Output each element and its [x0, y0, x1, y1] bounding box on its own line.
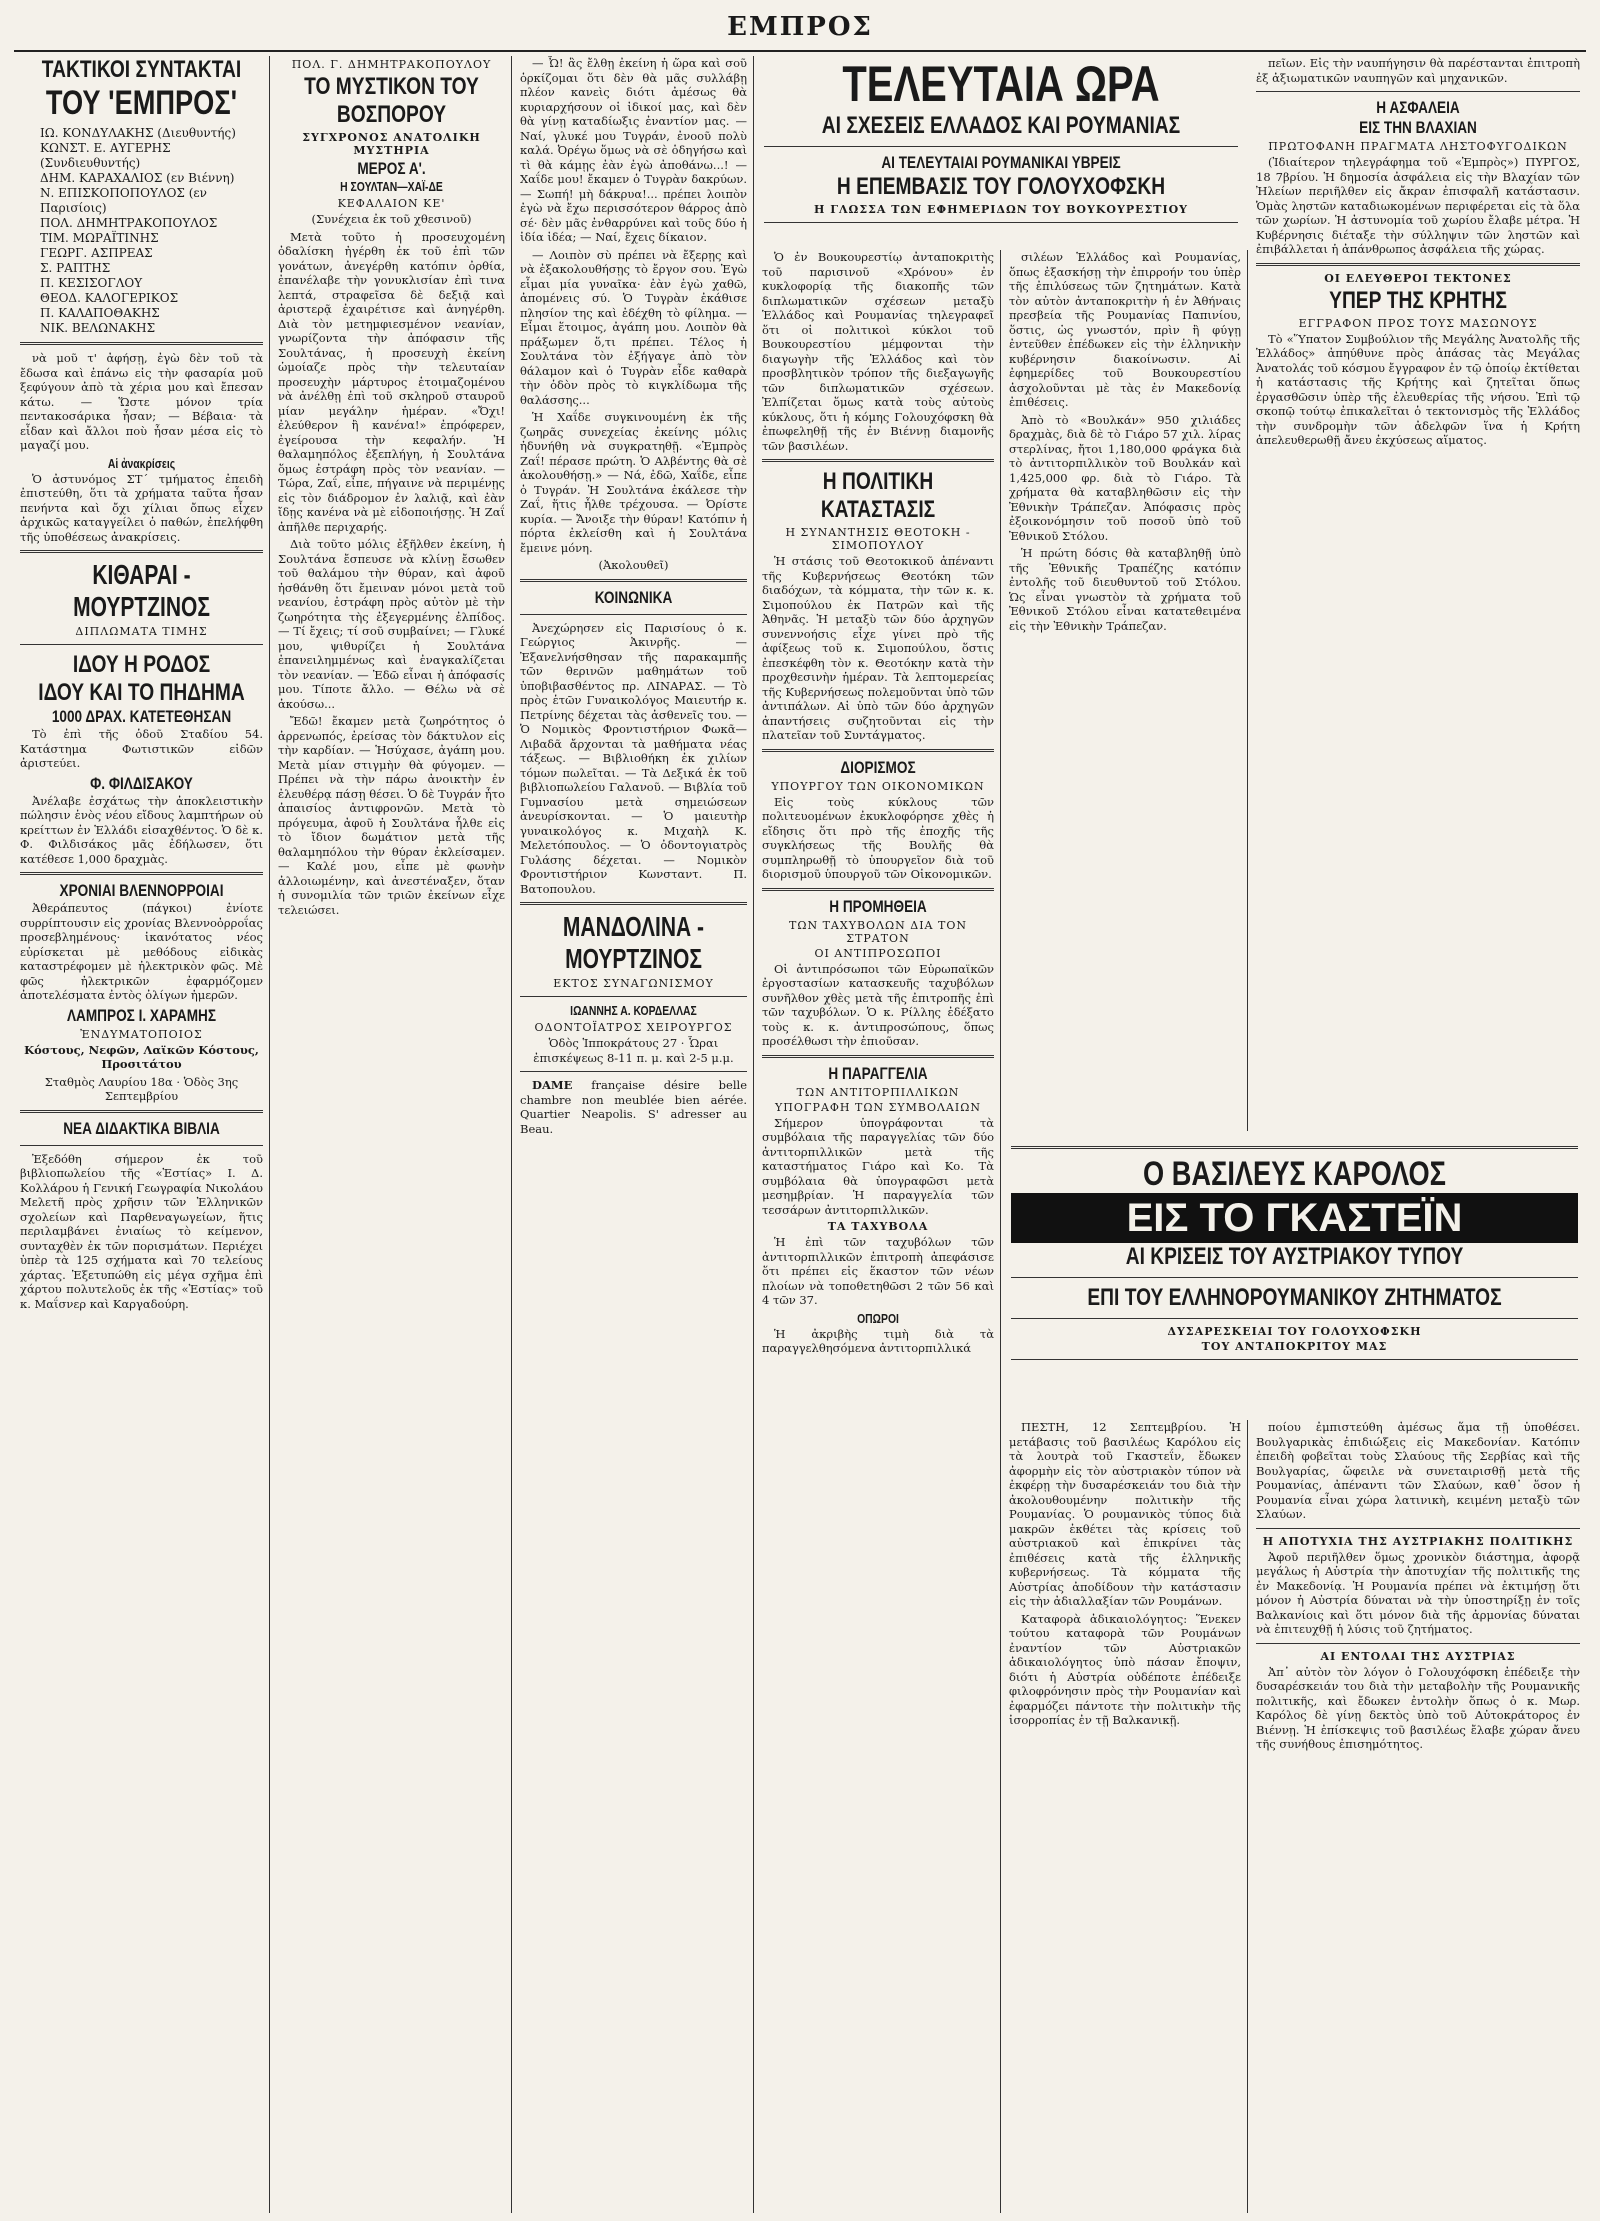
divider — [1011, 1318, 1578, 1319]
divider — [1256, 1528, 1580, 1529]
divider — [520, 614, 747, 615]
lead-deck-1: ΑΙ ΤΕΛΕΥΤΑΙΑΙ ΡΟΥΜΑΝΙΚΑΙ ΥΒΡΕΙΣ — [881, 153, 1121, 172]
dame-text: française désire belle chambre non meublée bien aérée. Quartier Neapolis. S' adresser au Beau. — [520, 1078, 747, 1136]
rhodes-ad-line1: ΙΔΟΥ Η ΡΟΔΟΣ — [72, 651, 211, 678]
article-text: Ὁ ἐν Βουκουρεστίῳ ἀνταποκριτὴς τοῦ παρισινοῦ «Χρόνου» ἐν κυκλοφορίᾳ τῆς διακοπῆς τῶν διπλωματικῶν σχέσεων μεταξὺ Ἑλλάδος καὶ Ρουμανίας τηλεγραφεῖ ὅτι οἱ πολιτικοὶ κύκλοι τοῦ Βουκουρεστίου μέμφονται τὴν διαγωγὴν τῆς Ἑλλάδος καὶ τὸν προσβλητικὸν τρόπον τῆς διεξαγωγῆς τῶν διπλωματικῶν σχέσεων. Ἐλπίζεται ὅμως κατὰ τοὺς αὐτοὺς κύκλους, ὅτι ἡ κόμης Γολουχόφσκη θὰ ἐπωφεληθῇ τῆς ἐν Βιέννῃ διαμονῆς τῶν βασιλέων. — [762, 250, 994, 453]
appointment-sub: ΥΠΟΥΡΓΟΥ ΤΩΝ ΟΙΚΟΝΟΜΙΚΩΝ — [771, 779, 985, 793]
article-text: Ἀπὸ τὸ «Βουλκάν» 950 χιλιάδες δραχμὰς, διὰ δὲ τὸ Γιάρο 57 χιλ. λίρας στερλίνας, ἤτοι 1,180,000 φράγκα διὰ τὸ ἀντιτορπιλλικὸν τοῦ Βουλκάν καὶ 1,425,000 φρ. διὰ τὸ Γιάρο. Τὰ χρήματα θὰ καταβληθῶσιν εἰς τὴν Ἐθνικὴν Τράπεζαν. Ἀπόφασις πρὸς ἐξοικονόμησιν τοῦ ποσοῦ ὑπὸ τοῦ Ἐθνικοῦ Στόλου. — [1009, 412, 1241, 543]
ad-address: Σταθμὸς Λαυρίου 18α · Ὁδὸς 3ης Σεπτεμβρίου — [44, 1074, 239, 1103]
security-sub: ΕΙΣ ΤΗΝ ΒΛΑΧΙΑΝ — [1359, 118, 1477, 137]
karolos-sub-3: ΔΥΣΑΡΕΣΚΕΙΑΙ ΤΟΥ ΓΟΛΟΥΧΟΦΣΚΗ — [1167, 1325, 1422, 1338]
guitar-ad-title: ΚΙΘΑΡΑΙ - ΜΟΥΡΤΖΙΝΟΣ — [73, 559, 210, 622]
article-text: Εἰς τοὺς κύκλους τῶν πολιτευομένων ἐκυκλοφόρησε χθὲς ἡ εἴδησις ὅτι πρὸ τῆς ἐποχῆς τῆς συγκλήσεως τῆς Βουλῆς θὰ συμπληρωθῇ τὸ ὑπουργεῖον διὰ τοῦ διορισμοῦ ὑπουργοῦ τῶν Οἰκονομικῶν. — [762, 794, 994, 881]
order-title: Η ΠΑΡΑΓΓΕΛΙΑ — [828, 1063, 928, 1083]
staff-name: Ν. ΕΠΙΣΚΟΠΟΠΟΥΛΟΣ (εν Παρισίοις) — [40, 186, 207, 215]
ad-name: Φ. ΦΙΛΔΙΣΑΚΟΥ — [90, 773, 193, 793]
guitar-ad-sub: ΔΙΠΛΩΜΑΤΑ ΤΙΜΗΣ — [75, 625, 208, 638]
staff-name: Σ. ΡΑΠΤΗΣ — [40, 261, 111, 275]
column-6-lower — [1250, 1420, 1586, 2213]
masons-title-2: ΥΠΕΡ ΤΗΣ ΚΡΗΤΗΣ — [1329, 286, 1507, 314]
rhodes-ad-line2: ΙΔΟΥ ΚΑΙ ΤΟ ΠΗΔΗΜΑ — [38, 679, 245, 706]
divider — [20, 550, 263, 553]
masons-title-1: ΟΙ ΕΛΕΥΘΕΡΟΙ ΤΕΚΤΟΝΕΣ — [1324, 271, 1512, 285]
article-text: ΠΕΣΤΗ, 12 Σεπτεμβρίου. Ἡ μετάβασις τοῦ βασιλέως Καρόλου εἰς τὰ λουτρὰ τοῦ Γκαστεΐν, ἔδωκεν ἀφορμὴν εἰς τὸν αὐστριακὸν τύπον νὰ ἐκφέρῃ τὴν δυσαρέσκειάν του διὰ τὴν ἀκολουθουμένην πολιτικὴν τῆς Ρουμανίας. Ὁ ρουμανικὸς τύπος διὰ μακρῶν ἐκθέτει τὰς κρίσεις τοῦ αὐστριακοῦ καὶ ἐπικρίνει τὰς ἐπιθέσεις κατὰ τῆς ἑλληνικῆς κυβερνήσεως. Τὰ κόμματα τῆς Αὐστρίας ἀποδίδουν τὴν κατάστασιν εἰς τὴν ἀδιαλλαξίαν τῶν Ρουμάνων. — [1009, 1420, 1241, 1608]
divider — [20, 1145, 263, 1146]
ad-sub: ἘΝΔΥΜΑΤΟΠΟΙΟΣ — [80, 1027, 203, 1041]
article-text: ποίου ἐμπιστεύθη ἀμέσως ἅμα τῇ ὑποθέσει. Βουλγαρικὰς ἐπιδιώξεις εἰς Μακεδονίαν. Κατόπιν ἐπειδὴ φοβεῖται τοὺς Σλαύους τῆς Σερβίας καὶ τῆς Βουλγαρίας, ὥφειλε νὰ συνεταιρισθῇ μετὰ τῆς Ρουμανίας, ἀπέναντι τῶν Σλαύων, καθ᾽ ὅσον ἡ Ρουμανία εἶναι χώρα λατινικὴ, κειμένη μεταξὺ τῶν Σλαύων. — [1256, 1420, 1580, 1521]
dame-ad — [520, 1078, 747, 1136]
article-text: Καταφορὰ ἀδικαιολόγητος: Ἕνεκεν τούτου καταφορὰ τῶν Ρουμάνων ἐναντίον τῶν Αὐστριακῶν ἀδικαιολόγητος ὑπὸ πάσαν ἔποψιν, διότι ἡ Αὐστρία οὐδέποτε ἐπέδειξε φιλοφρόνησιν πρὸς τὴν Ρουμανίαν καὶ ἐφαρμόζει πάντοτε τὴν πολιτικὴν τῆς ἰσορροπίας ἐν τῇ Βαλκανικῇ. — [1009, 1611, 1241, 1727]
lead-title: ΤΕΛΕΥΤΑΙΑ ΩΡΑ — [842, 56, 1160, 112]
article-text: Ἡ στάσις τοῦ Θεοτοκικοῦ ἀπέναντι τῆς Κυβερνήσεως Θεοτόκη τῶν διαδόχων, τὰ κόμματα, τὴν τῶν κ. κ. Σιμοπούλου ἐκ Πατρῶν καὶ τῆς Ἀθηνᾶς. Ἡ μεταξὺ τῶν δύο ἀρχηγῶν συνεννοήσις εἶχε γίνει πρὸ τῆς ἀφίξεως τοῦ κ. Σιμοπούλου, ὅστις ἐπεσκέφθη τὸν κ. Θεοτόκην κατὰ τὴν προχθεσινὴν ἡμέραν. Τὰ λεπτομερείας τῆς Κυβερνήσεως πολεμοῦνται ὑπὸ τῶν ἀντιπάλων. Αἱ ὑπὸ τῶν δύο ἀρχηγῶν ἀπαντήσεις συζητοῦνται εἰς τὴν πλατεῖαν τοῦ Συντάγματος. — [762, 554, 994, 742]
article-text: — Λοιπὸν σὺ πρέπει νὰ ἔξερῃς καὶ νὰ ἐξακολουθήσῃς τὸ ἔργον σου. Ἐγὼ εἶμαι μία γυναῖκα· ἐὰν ἐγὼ χαθῶ, ἀπομένεις σύ. Ὁ Τυγρὰν ἐκάθισε πλησίον της καὶ ἐδέχθη τὸ φίλημα. — Εἶμαι ἕτοιμος, ἀγάπη μου. Λοιπὸν θὰ πράξωμεν ὅ,τι πρέπει. Τέλος ἡ Σουλτάνα τὸν ἐξήγαγε ἀπὸ τὸν θάλαμον καὶ ὁ Τυγρὰν εἶδε καθαρὰ τὴν ὁδὸν πρὸς τὸ κιγκλίδωμα τῆς θαλάσσης... — [520, 247, 747, 407]
article-text: Μετὰ τοῦτο ἡ προσευχομένη ὀδαλίσκη ἠγέρθη ἐκ τοῦ ἐπὶ τῶν γονάτων, ἀνεγέρθη κατόπιν ὀρθία, ἐπανέλαβε τὴν γονυκλισίαν ἐπὶ τινα λεπτά, στραφεῖσα δὲ δεξιᾷ καὶ ἀριστερᾷ ἐχαιρέτισε καὶ ἀνηγέρθη. Διὰ τὸν μετημφιεσμένον νεανίαν, γνωρίζοντα τὴν ἀπόφασιν τῆς Σουλτάνας, ἡ προσευχὴ ἐκείνη ὡμοίαζε πρὸς τὴν τελευταίαν προσευχὴν μάρτυρος ἑτοιμαζομένου νὰ ἀνέλθῃ ἐπὶ τοῦ σκληροῦ σταυροῦ μίαν μεγάλην ἡμέραν. «Ὄχι! ἐλεύθερον ἢ κανένα!» ἐπρόφερεν, ἐγείρουσα τὴν κεφαλήν. Ἡ θαλαμηπόλος ἐξεπλήγη, ἡ Σουλτάνα ὅμως ἐστράφη πρὸς τὸν νεανίαν. — Τώρα, Ζαΐ, εἶπε, πήγαινε νὰ περιμένῃς εἰς τὸν διάδρομον ἐν λαλιᾷ, καὶ ἐὰν ἴδῃς κανένα νὰ μὲ εἰδοποιήσῃς. Ἡ Ζαΐ ἀπῆλθε περιχαρής. — [278, 229, 505, 534]
lead-subtitle: ΑΙ ΣΧΕΣΕΙΣ ΕΛΛΑΔΟΣ ΚΑΙ ΡΟΥΜΑΝΙΑΣ — [821, 112, 1181, 139]
divider — [20, 1110, 263, 1113]
supply-title: Η ΠΡΟΜΗΘΕΙΑ — [829, 896, 927, 916]
divider — [1011, 1146, 1578, 1149]
ad-title: ΛΑΜΠΡΟΣ Ι. ΧΑΡΑΜΗΣ — [66, 1005, 217, 1025]
column-4 — [756, 250, 1001, 2213]
divider — [764, 222, 1238, 223]
divider — [762, 1055, 994, 1058]
subheading: Αἱ ἀνακρίσεις — [107, 455, 176, 471]
staff-title-2: ΤΟΥ 'ΕΜΠΡΟΣ' — [45, 84, 238, 122]
security-sub-2: ΠΡΩΤΟΦΑΝΗ ΠΡΑΓΜΑΤΑ ΛΗΣΤΟΦΥΓΟΔΙΚΩΝ — [1268, 140, 1568, 153]
supply-sub: ΤΩΝ ΤΑΧΥΒΟΛΩΝ ΔΙΑ ΤΟΝ ΣΤΡΑΤΟΝ — [789, 918, 967, 945]
divider — [762, 888, 994, 891]
article-text: Διὰ τοῦτο μόλις ἐξῆλθεν ἐκείνη, ἡ Σουλτάνα ἔσπευσε νὰ κλίνῃ ἔσωθεν τοῦ θαλάμου τὴν θύραν, καὶ ἀφοῦ ἠσθάνθη ὅτι ἔμειναν μόνοι μετὰ τοῦ νεανίου, ἐστράφη πρὸς αὐτὸν μὲ τὴν ζωηρότητα τὴς ἐξεγερμένης ἐλπίδος. — Τί ἔχεις; τί σοῦ συμβαίνει; — Γλυκέ μου, ψιθυρίζει ἡ Σουλτάνα ἐπανειλημμένως καὶ ἐναγκαλίζεται τὸν νεανίαν. — Ἐδῶ εἶναι ἡ ἀπόφασίς μου. Τίποτε ἄλλο. — Θέλω νὰ σὲ ἀκούσω... — [278, 537, 505, 711]
divider — [520, 1071, 747, 1072]
serial-continuation: (Συνέχεια ἐκ τοῦ χθεσινοῦ) — [311, 212, 472, 226]
staff-name: ΔΗΜ. ΚΑΡΑΧΑΛΙΟΣ (εν Βιέννη) — [40, 171, 235, 185]
article-text: Τὸ «Ὕπατον Συμβούλιον τῆς Μεγάλης Ἀνατολῆς τῆς Ἑλλάδος» ἀπηύθυνε πρὸς ἁπάσας τὰς Μεγάλας Ἀνατολάς τοῦ κόσμου ἔγγραφον ἐν τῷ ὁποίῳ ἐκτίθεται ἡ κατάστασις τῆς Κρήτης καὶ ζητεῖται ὅπως ἐργασθῶσιν ὑπὲρ τῆς ἐλευθερίας τῆς νήσου. Ἐπὶ τῷ σκοπῷ τούτῳ ἐπικαλεῖται ὁ τεκτονισμὸς τῆς Ἑλλάδος τὴν συνδρομὴν τῶν ἀδελφῶν ἵνα ἡ Κρήτη ἀπελευθερωθῇ ἄνευ ἐκχύσεως αἵματος. — [1256, 331, 1580, 447]
article-text: Ἔδῶ! ἔκαμεν μετὰ ζωηρότητος ὁ ἀρρενωπός, ἐρείσας τὸν δάκτυλον εἰς τὴν καρδίαν. — Ἡσύχασε, ἀγάπη μου. Μετὰ μίαν στιγμὴν θὰ φύγομεν. — Πρέπει νὰ τὴν πάρω ἀνοικτὴν ἐν ἐλευθέρᾳ πάσῃ θέσει. Ὁ δὲ Τυγράν ἦτο ἀπαισίος ἀντιφρονῶν. Μετὰ τὸ πρόγευμα, ἀφοῦ ἡ Σουλτάνα ἦλθε εἰς τὸ ἴδιον δωμάτιον μετὰ τῆς θαλαμηπόλου τὴν θύραν ἐκλείσαμεν. — Καλέ μου, εἶπε μὲ φωνὴν ἀλλοιωμένην, καὶ ἀνεστέναξεν, ὅταν ἡ συνομιλία τῶν τριῶν ἐκείνων εἶχε τελειώσει. — [278, 714, 505, 917]
divider — [1011, 1359, 1578, 1360]
staff-name: Π. ΚΑΛΑΠΟΘΑΚΗΣ — [40, 306, 160, 320]
ad-title: ΧΡΟΝΙΑΙ ΒΛΕΝΝΟΡΡΟΙΑΙ — [59, 881, 224, 900]
divider — [1011, 1277, 1578, 1278]
karolos-sub-4: ΤΟΥ ΑΝΤΑΠΟΚΡΙΤΟΥ ΜΑΣ — [1201, 1340, 1388, 1353]
article-text: Οἱ ἀντιπρόσωποι τῶν Εὐρωπαϊκῶν ἐργοστασίων κατασκευῆς ταχυβόλων συνῆλθον χθὲς μετὰ τῆς ἐπιτροπῆς ἐπὶ τῶν ταχυβόλων. Ὁ κ. Ρίλλης ἐδέξατο τοὺς κ. κ. ἀντιπροσώπους, ὅπως προσέλθωσι τὴν ἐπιοῦσαν. — [762, 961, 994, 1048]
masons-sub: ΕΓΓΡΑΦΟΝ ΠΡΟΣ ΤΟΥΣ ΜΑΣΩΝΟΥΣ — [1298, 316, 1538, 330]
divider — [764, 146, 1238, 147]
article-text: Ἡ ἀκριβὴς τιμὴ διὰ τὰ παραγγελθησόμενα ἀντιτορπιλλικά — [762, 1326, 994, 1355]
dentist-name: ΙΩΑΝΝΗΣ Α. ΚΟΡΔΕΛΛΑΣ — [570, 1003, 697, 1018]
divider — [20, 644, 263, 645]
article-text: Ἀπ᾽ αὐτὸν τὸν λόγον ὁ Γολουχόφσκη ἐπέδειξε τὴν δυσαρέσκειάν του διὰ τὴν μεταβολὴν τῆς Ρουμανικῆς πολιτικῆς, καὶ ἔδωκεν ἐντολὴν ὅπως ὁ κ. Μωρ. Καρόλος δὲ γίνῃ δεκτὸς ὑπὸ τοῦ Αὐτοκράτορος ἐν Βιέννῃ. Ἡ ἐπίσκεψις τοῦ βασιλέως ἔλαβε χώραν ἄνευ τῆς συνήθους ἐπισημότητος. — [1256, 1664, 1580, 1751]
staff-name: Π. ΚΕΣΙΣΟΓΛΟΥ — [40, 276, 143, 290]
article-text: Ἡ πρώτη δόσις θὰ καταβληθῇ ὑπὸ τῆς Ἐθνικῆς Τραπέζης κατόπιν ἐντολῆς τοῦ διευθυντοῦ τοῦ Στόλου. Ὡς εἶναι γνωστὸν τὰ χρήματα τοῦ Ἐθνικοῦ Στόλου εἶναι κατατεθειμένα εἰς τὴν Ἐθνικὴν Τράπεζαν. — [1009, 546, 1241, 633]
column-5 — [1003, 250, 1248, 1131]
serial-title: ΤΟ ΜΥΣΤΙΚΟΝ ΤΟΥ ΒΟΣΠΟΡΟΥ — [304, 73, 479, 128]
books-title: ΝΕΑ ΔΙΔΑΚΤΙΚΑ ΒΙΒΛΙΑ — [63, 1118, 220, 1138]
article-text: σιλέων Ἑλλάδος καὶ Ρουμανίας, ὅπως ἐξασκήσῃ τὴν ἐπιρροήν του ὑπὲρ τῆς ἐπιλύσεως τῶν ζητημάτων. Κατὰ τὸν αὐτὸν ἀνταποκριτὴν ἡ ἐν Ἀθήναις πρεσβεία τῆς Ρουμανίας Παπινίου, ὅστις, ὡς γνωστόν, πρὶν ἢ φύγῃ ἐντεῦθεν ἐπέδωκεν εἰς τὴν ἑλληνικὴν κυβέρνησιν διακοίνωσιν. Αἱ ἐφημερίδες τοῦ Βουκουρεστίου ἀσχολοῦνται μὲ τὰς ἐν Μακεδονίᾳ ἐπιθέσεις. — [1009, 250, 1241, 409]
divider — [1256, 263, 1580, 266]
lead-headline — [756, 56, 1246, 229]
dentist-sub: ΟΔΟΝΤΟΪΑΤΡΟΣ ΧΕΙΡΟΥΡΓΟΣ — [534, 1021, 733, 1034]
divider — [762, 459, 994, 462]
serial-subtitle: ΣΥΓΧΡΟΝΟΣ ΑΝΑΤΟΛΙΚΗ ΜΥΣΤΗΡΙΑ — [302, 131, 481, 157]
karolos-title-1: Ο ΒΑΣΙΛΕΥΣ ΚΑΡΟΛΟΣ — [1143, 1155, 1446, 1193]
mandolin-ad-sub: ΕΚΤΟΣ ΣΥΝΑΓΩΝΙΣΜΟΥ — [553, 977, 714, 990]
lead-deck-2: Η ΕΠΕΜΒΑΣΙΣ ΤΟΥ ΓΟΛΟΥΧΟΦΣΚΗ — [836, 173, 1166, 200]
karolos-headline — [1003, 1140, 1586, 1366]
staff-title: ΤΑΚΤΙΚΟΙ ΣΥΝΤΑΚΤΑΙ — [41, 56, 242, 83]
staff-list — [20, 126, 263, 336]
order-sub: ΤΩΝ ΑΝΤΙΤΟΡΠΙΛΛΙΚΩΝ — [796, 1085, 960, 1099]
divider — [762, 749, 994, 752]
social-text: Ἀνεχώρησεν εἰς Παρισίους ὁ κ. Γεώργιος Ἀκινρῆς. — Ἐξανελνήσθησαν τῆς παρακαμπῆς τῶν θερινῶν μαθημάτων τοῦ ὑποβιβασθέντος πρ. ΛΙΝΑΡΑΣ. — Τὸ πρὸς ἑτῶν Γυναικολόγος Μαιευτήρ κ. Πετρίνης δέχεται τὰς ἀσθενεῖς του. — Ὁ Νομικὸς Φροντιστήριον Φωκᾶ—Λιβαδᾶ ἄρχονται τὰ μαθήματα νέας τάξεως. — Βιβλιοθήκη ἐκ χιλίων τόμων πωλεῖται. — Τὰ Δεξικά ἐκ τοῦ βιβλιοπωλείου Γαλανοῦ. — Βιβλία τοῦ Γυμνασίου μετὰ σημειώσεων ἀνευρίσκονται. — Ὁ μαιευτὴρ γυναικολόγος κ. Μιχαὴλ Κ. Μελετόπουλος. — Ὁ ὀδοντογιατρὸς Γυλάσης δέχεται. — Νομικὸν Φροντιστήριον Κωνσταντ. Π. Βατοπουλου. — [520, 620, 747, 896]
article-text: (Ἰδιαίτερον τηλεγράφημα τοῦ «Ἐμπρὸς») ΠΥΡΓΟΣ, 18 7βρίου. Ἡ δημοσία ἀσφάλεια εἰς τὴν Βλαχίαν τῶν Ἠλείων περιῆλθεν εἰς ἄκραν ἐπισφαλῆ κατάστασιν. Ὁμὰς ληστῶν καταδιωκομένων περιφέρεται εἰς τὰ ὅλα τῶν χωρίων. Ἡ ἀστυνομία τοῦ χωρίου ἔλαβε μέτρα. Ἡ Κυβέρνησις διέταξε τὴν σύλληψιν τῶν ληστῶν καὶ ἐπιβάλλεται ἡ ἀπάνθρωπος ἀσφάλεια τῆς χώρας. — [1256, 155, 1580, 256]
serial-part: ΜΕΡΟΣ Α'. — [357, 159, 426, 178]
lead-deck-3: Η ΓΛΩΣΣΑ ΤΩΝ ΕΦΗΜΕΡΙΔΩΝ ΤΟΥ ΒΟΥΚΟΥΡΕΣΤΙΟΥ — [813, 203, 1189, 216]
column-1 — [14, 56, 270, 2213]
divider — [520, 902, 747, 905]
social-title: ΚΟΙΝΩΝΙΚΑ — [594, 587, 673, 607]
article-text: Σήμερον ὑπογράφονται τὰ συμβόλαια τῆς παραγγελίας τῶν δύο ἀντιτορπιλλικῶν μετὰ τῆς καταστήματος Γιάρο καὶ Κο. Τὰ συμβόλαια θὰ ὑπογραφῶσι μετὰ μεσημβρίαν. Ἡ παραγγελία τῶν τεσσάρων ἀντιτορπιλλικῶν. — [762, 1115, 994, 1217]
article-text: Ἡ ἐπὶ τῶν ταχυβόλων τῶν ἀντιτορπιλλικῶν ἐπιτροπὴ ἀπεφάσισε ὅτι πρέπει εἰς ἕκαστον τῶν νέων πλοίων νὰ τοποθετηθῶσι 2 τῶν 56 καὶ 4 τῶν 37. — [762, 1235, 994, 1307]
staff-name: ΘΕΟΔ. ΚΑΛΟΓΕΡΙΚΟΣ — [40, 291, 179, 305]
politics-title: Η ΠΟΛΙΤΙΚΗ ΚΑΤΑΣΤΑΣΙΣ — [820, 468, 936, 523]
article-text: Ἡ Χαΐδε συγκινουμένη ἐκ τῆς ζωηρᾶς συνεχείας ἐκείνης μόλις ἠδυνήθη νὰ συγκρατηθῇ. «Ἐμπρὸς Ζαΐ! πέρασε πρώτη. Ὁ Αλβέντης θὰ σὲ ἀκολουθήσῃ.» — Νά, ἐδῶ, Χαΐδε, εἶπε ὁ Τυγράν. Ἡ Σουλτάνα ἐκάλεσε τὴν Ζαΐ, ἥτις ἦλθε τρέχουσα. — Ὀρίστε κυρία. — Ἄνοιξε τὴν θύραν! Κατόπιν ἡ πόρτα ἐκλείσθη καὶ ἡ Σουλτάνα ἔμεινε μόνη. — [520, 410, 747, 555]
rhodes-ad-line3: 1000 ΔΡΑΧ. ΚΑΤΕΤΕΘΗΣΑΝ — [51, 707, 232, 726]
ad-text: Κόστους, Νεφῶν, Λαϊκῶν Κόστους, Προσιτάτου — [24, 1042, 259, 1071]
divider — [20, 872, 263, 875]
article-text: Ἐξεδόθη σήμερον ἐκ τοῦ βιβλιοπωλείου τῆς «Ἑστίας» Ι. Δ. Κολλάρου ἡ Γενική Γεωγραφία Νικολάου Μελετῆ πρὸς χρῆσιν τῶν Ἑλληνικῶν σχολείων καὶ Παρθεναγωγείων, ἥτις περιλαμβάνει ἐνιαίως τὸ κείμενον, συνταχθὲν ἐκ τῶν πορισμάτων. Περιέχει ὑπὲρ τὰ 125 σχήματα καὶ 70 τελείους χάρτας. Ἐξετυπώθη εἰς μέγα σχῆμα ἐπὶ χάρτου πολυτελοῦς ἐκ τῆς «Ἑστίας» τοῦ κ. Μαΐσνερ καὶ Καργαδούρη. — [20, 1151, 263, 1311]
dentist-address: Ὁδὸς Ἱπποκράτους 27 · Ὧραι ἐπισκέψεως 8-11 π. μ. καὶ 2-5 μ.μ. — [533, 1036, 734, 1065]
dame-label: DAME — [532, 1078, 573, 1092]
staff-name: ΓΕΩΡΓ. ΑΣΠΡΕΑΣ — [40, 246, 153, 260]
ad-text: Ἀνέλαβε ἐσχάτως τὴν ἀποκλειστικὴν πώλησιν ἑνὸς νέου εἴδους λαμπτήρων οὐ κρείττων ἐν Ἑλλάδι εἰσαχθέντος. Ὁ δὲ κ. Φ. Φιλδισάκος μᾶς ἐδήλωσεν, ὅτι κατέθεσε 1,000 δραχμὰς. — [20, 793, 263, 866]
divider — [520, 579, 747, 582]
top-rule — [14, 50, 1586, 52]
karolos-sub-1: ΑΙ ΚΡΙΣΕΙΣ ΤΟΥ ΑΥΣΤΡΙΑΚΟΥ ΤΥΠΟΥ — [1125, 1243, 1464, 1270]
divider — [1256, 91, 1580, 92]
order-sub-2: ΥΠΟΓΡΑΦΗ ΤΩΝ ΣΥΜΒΟΛΑΙΩΝ — [775, 1100, 981, 1114]
ad-text: Ἀθεράπευτος (πάγκοι) ἐνίοτε συρρίπτουσιν εἰς χρονίας Βλεννοὀρροΐας προσεβλημένους· ἰκανότατος νέος εὐρίσκεται μὲ μεθόδους εἰδικὰς καταστρέφομεν μὲ ἠλεκτρικὸν φῶς. Μὲ φῶς ἠλεκτρικῶν ἐφαρμόζομεν ἀποτελέσματα ἐντὸς ὀλίγων ἡμερῶν. — [20, 901, 263, 1002]
serial-chapter: ΚΕΦΑΛΑΙΟΝ ΚΕ' — [337, 197, 446, 210]
column-2 — [272, 56, 512, 2213]
appointment-title: ΔΙΟΡΙΣΜΟΣ — [840, 757, 916, 777]
column-6 — [1250, 56, 1586, 1131]
staff-name: ΠΟΛ. ΔΗΜΗΤΡΑΚΟΠΟΥΛΟΣ — [40, 216, 218, 230]
column-5-lower — [1003, 1420, 1248, 2213]
divider — [20, 342, 263, 345]
orders-title: ΑΙ ΕΝΤΟΛΑΙ ΤΗΣ ΑΥΣΤΡΙΑΣ — [1320, 1649, 1516, 1663]
mandolin-ad-title: ΜΑΝΔΟΛΙΝΑ - ΜΟΥΡΤΖΙΝΟΣ — [562, 911, 705, 974]
masthead: ΕΜΠΡΟΣ — [727, 12, 873, 42]
politics-sub: Η ΣΥΝΑΝΤΗΣΙΣ ΘΕΟΤΟΚΗ - ΣΙΜΟΠΟΥΛΟΥ — [785, 526, 971, 552]
article-text: Ὁ ἀστυνόμος ΣΤ΄ τμήματος ἐπειδὴ ἐπιστεύθη, ὅτι τὰ χρήματα ταῦτα ἦσαν πενήντα καὶ ὄχι χίλιαι ὄπως εἶχεν ἀρχικῶς καταγγείλει ὁ παθών, ἐπελήφθη τῆς ὑποθέσεως ἀνακρίσεις. — [20, 471, 263, 544]
orchards-title: ΟΠΩΡΟΙ — [857, 1310, 899, 1326]
karolos-title-2: ΕΙΣ ΤΟ ΓΚΑΣΤΕΪΝ — [1011, 1193, 1578, 1243]
article-text: νὰ μοῦ τ' ἀφήσῃ, ἐγὼ δὲν τοῦ τὰ ἔδωσα καὶ ἐπάνω εἰς τὴν φασαρία μοῦ ξεφύγουν ἀπὸ τὰ χέρια μου καὶ ἔπεσαν κάτω. — Ὥστε μόνον τρία πεντακοσάρικα ἦσαν; — Βέβαια· τὰ εἶδαν καὶ ἄλλοι ποὺ ἦσαν μέσα εἰς τὸ μαγαζί μου. — [20, 351, 263, 452]
staff-name: ΙΩ. ΚΟΝΔΥΛΑΚΗΣ (Διευθυντής) — [40, 126, 236, 140]
ad-text: Τὸ ἐπὶ τῆς ὁδοῦ Σταδίου 54. Κατάστημα Φωτιστικῶν εἰδῶν ἀριστεύει. — [20, 727, 263, 770]
article-text: πεῖων. Εἰς τὴν ναυπήγησιν θὰ παρέστανται ἐπιτροπὴ ἐξ ἀξιωματικῶν ναυπηγῶν καὶ μηχανικῶν. — [1256, 56, 1580, 85]
divider — [1256, 1643, 1580, 1644]
article-text: Ἀφοῦ περιῆλθεν ὅμως χρονικὸν διάστημα, ἀφορᾷ μεγάλως ἡ Αὐστρία τὴν ἀποτυχίαν τῆς πολιτικῆς της ἐν Μακεδονίᾳ. Ἡ Ρουμανία πρέπει νὰ ἐκτιμήσῃ ὅτι μόνον ἡ Αὐστρία δύναται νὰ τὴν ὑποστηρίξῃ ἐν τοῖς Βαλκανίοις καὶ ὅτι μόνον διὰ τῆς ἀρμονίας δύναται νὰ ἐπιτευχθῇ ἡ λύσις τοῦ ζητήματος. — [1256, 1549, 1580, 1636]
serial-section: Η ΣΟΥΛΤΑΝ—ΧΑΪ-ΔΕ — [340, 179, 443, 194]
staff-name: ΚΩΝΣΤ. Ε. ΑΥΓΕΡΗΣ (Συνδιευθυντής) — [40, 141, 171, 170]
serial-author: ΠΟΛ. Γ. ΔΗΜΗΤΡΑΚΟΠΟΥΛΟΥ — [291, 58, 492, 71]
article-text: — Ὦ! ἂς ἔλθῃ ἐκείνη ἡ ὥρα καὶ σοῦ ὁρκίζομαι ὅτι δὲν θὰ μᾶς συλλάβῃ πλέον κανεὶς διότι ἀμέσως θὰ κυριαρχήσουν οἱ ἰδικοί μας, καὶ δὲν θὰ γίνῃ καταδίωξις ἐναντίον μας. — Ναί, γλυκέ μου Τυγράν, ἐνοοῦ πολὺ καλά. Ὀρέγω ὅμως νὰ σὲ ὁδηγήσω καὶ τὶ θὰ κάμῃς ἐὰν ἐγὼ ἀποθάνω...! — Χαΐδε μου! ἔκαμεν ὁ Τυγρὰν δακρύων. — Σωπή! μὴ δάκρυα!... πρέπει λοιπὸν ἐγὼ νὰ ἔχω περισσότερον θάρρος ἀπὸ σέ· δὲν μᾶς ἐνθαρρύνει καὶ τοῦς δύο ἡ ἰδία ἰδέα; — Ναί, ἔχεις δίκαιον. — [520, 56, 747, 244]
continuation-note: (Ἀκολουθεῖ) — [598, 558, 669, 572]
column-3 — [514, 56, 754, 2213]
failure-title: Η ΑΠΟΤΥΧΙΑ ΤΗΣ ΑΥΣΤΡΙΑΚΗΣ ΠΟΛΙΤΙΚΗΣ — [1262, 1534, 1574, 1548]
guns-title: ΤΑ ΤΑΧΥΒΟΛΑ — [827, 1220, 929, 1233]
security-title: Η ΑΣΦΑΛΕΙΑ — [1376, 98, 1460, 117]
karolos-sub-2: ΕΠΙ ΤΟΥ ΕΛΛΗΝΟΡΟΥΜΑΝΙΚΟΥ ΖΗΤΗΜΑΤΟΣ — [1087, 1284, 1502, 1311]
divider — [520, 996, 747, 997]
supply-sub-2: ΟΙ ΑΝΤΙΠΡΟΣΩΠΟΙ — [814, 946, 942, 960]
staff-name: ΝΙΚ. ΒΕΛΩΝΑΚΗΣ — [40, 321, 156, 335]
staff-name: ΤΙΜ. ΜΩΡΑΪΤΙΝΗΣ — [40, 231, 159, 245]
